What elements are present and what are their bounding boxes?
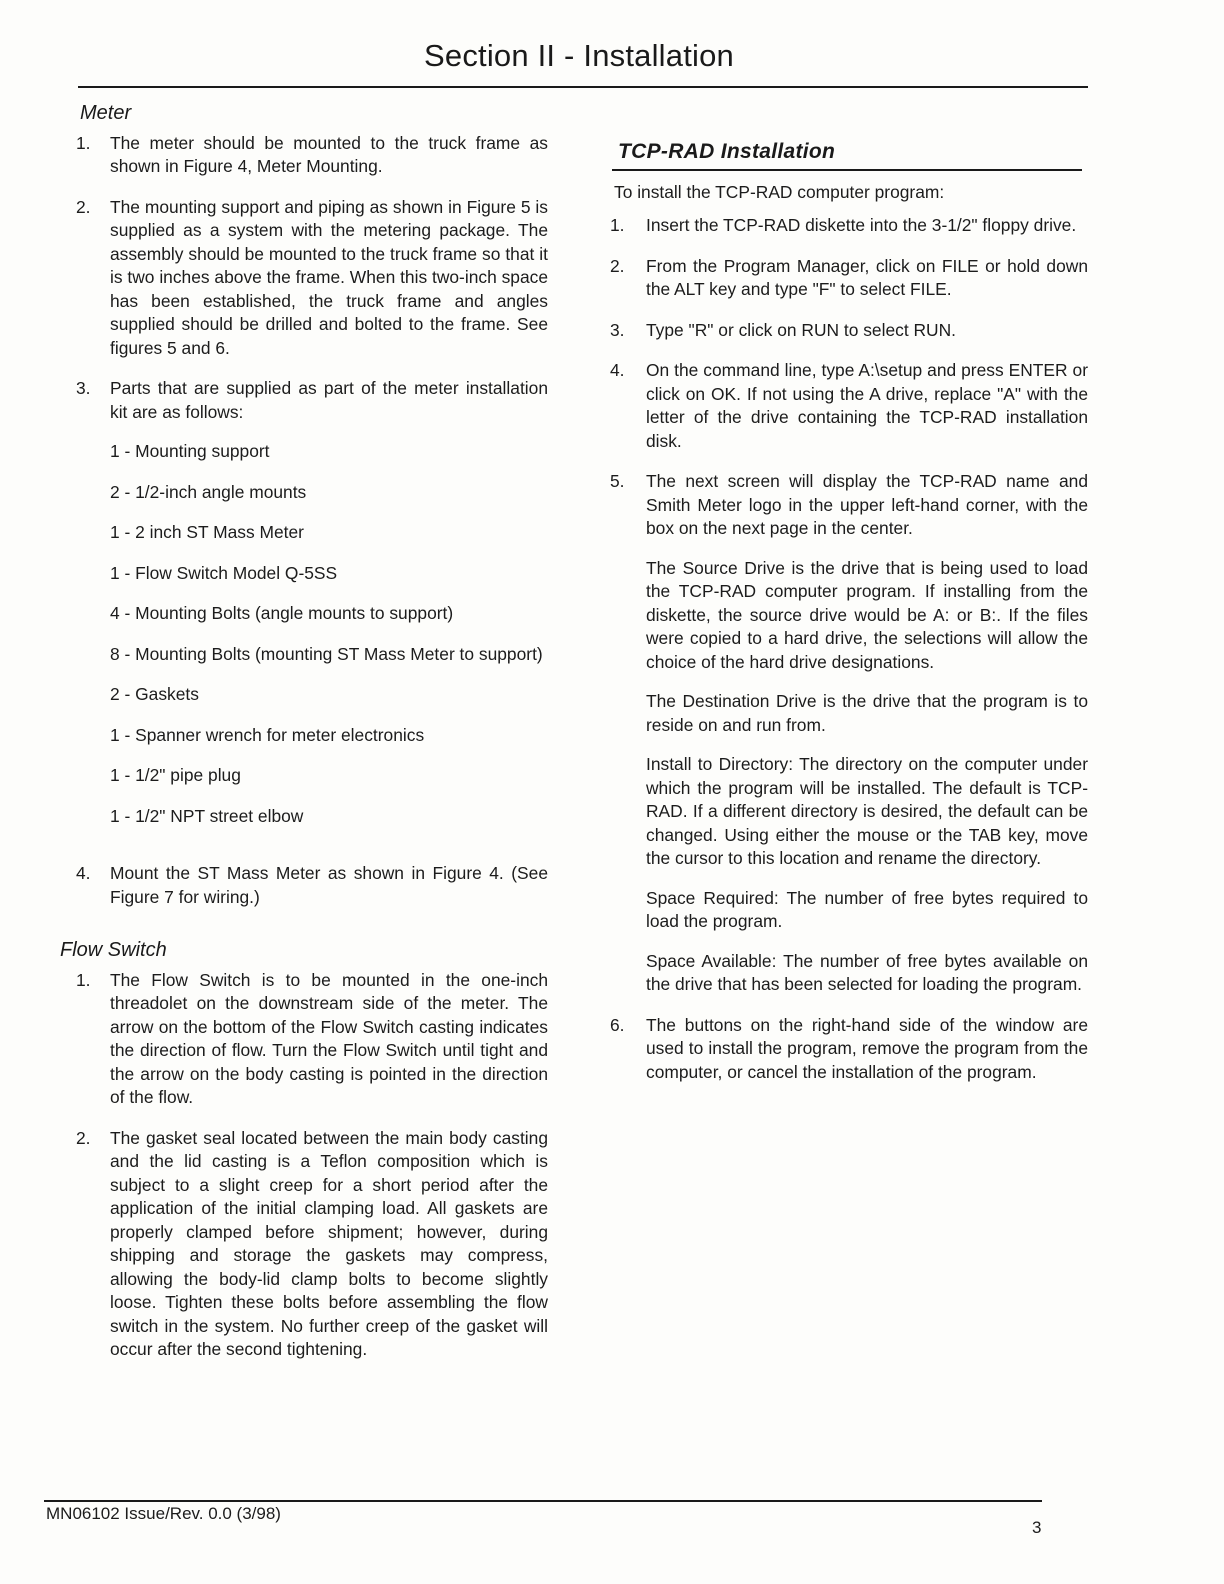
tcp-rad-step [588,1014,1088,1085]
step-number: 6. [610,1014,625,1035]
step-number: 1. [76,132,91,153]
meter-step [58,862,548,909]
meter-heading: Meter [80,102,132,124]
parts-item: 1 - Flow Switch Model Q-5SS [110,562,338,583]
step-number: 2. [76,196,91,217]
step-text: Mount the ST Mass Meter as shown in Figure 4. (See Figure 7 for wiring.) [110,863,548,907]
left-column [58,102,548,1379]
step-number: 1. [610,215,625,235]
step-text: Parts that are supplied as part of the meter installation kit are as follows: [110,378,548,422]
step-text: Type "R" or click on RUN to select RUN. [646,319,956,340]
source-drive-paragraph: The Source Drive is the drive that is being used to load the TCP-RAD computer program. If installing from the diskette, the source drive would be A: or B:. If the files were copied to a hard drive, the selections will allow the choice of the hard drive designations. [646,557,1088,672]
tcp-rad-steps [588,214,1088,1084]
destination-drive-paragraph: The Destination Drive is the drive that the program is to reside on and run from. [646,691,1088,735]
tcp-rad-rule [612,169,1082,171]
space-available-paragraph: Space Available: The number of free bytes available on the drive that has been selected for loading the program. [646,950,1088,994]
tcp-rad-step [588,214,1088,238]
parts-item: 8 - Mounting Bolts (mounting ST Mass Meter to support) [110,643,543,664]
parts-item: 1 - 1/2" NPT street elbow [110,805,304,826]
meter-step [58,377,548,845]
tcp-rad-intro: To install the TCP-RAD computer program: [614,181,945,202]
tcp-rad-step [588,255,1088,302]
step-text: The Flow Switch is to be mounted in the one-inch threadolet on the downstream side of the meter. The arrow on the bottom of the Flow Switch casting indicates the direction of flow. Turn the Flow Switch until tight and the arrow on the body casting is pointed in the direction of the flow. [110,969,548,1107]
flow-switch-step [58,969,548,1110]
parts-item: 4 - Mounting Bolts (angle mounts to support) [110,603,454,623]
step-text: The gasket seal located between the main body casting and the lid casting is a Teflon composition which is subject to a slight creep for a short period after the application of the initial clamping load. All gaskets are properly clamped before shipment; however, during shipping and storage the gaskets may compress, allowing the body-lid clamp bolts to become slightly loose. Tighten these bolts before assembling the flow switch in the system. No further creep of the gasket will occur after the second tightening. [110,1127,548,1359]
install-directory-paragraph: Install to Directory: The directory on the computer under which the program will be installed. The default is TCP-RAD. If a different directory is desired, the default can be changed. Using either the mouse or the TAB key, move the cursor to this location and rename the directory. [646,754,1088,868]
right-column [588,140,1088,1101]
step-body [646,470,1088,997]
step-number: 5. [610,471,625,491]
step-number: 4. [610,360,625,380]
step-text: The next screen will display the TCP-RAD name and Smith Meter logo in the upper left-hand corner, with the box on the next page in the center. [646,471,1088,538]
step-number: 2. [76,1127,91,1148]
step-body [110,377,548,845]
parts-item: 2 - Gaskets [110,684,199,704]
footer-doc-id: MN06102 Issue/Rev. 0.0 (3/98) [46,1504,281,1523]
tcp-rad-heading: TCP-RAD Installation [618,140,836,163]
step-text: The mounting support and piping as shown in Figure 5 is supplied as a system with the metering package. The assembly should be mounted to the truck frame so that it is two inches above the frame. When this two-inch space has been established, the truck frame and angles supplied should be drilled and bolted to the frame. See figures 5 and 6. [110,196,548,358]
footer-rule [44,1500,1042,1502]
parts-item: 1 - 2 inch ST Mass Meter [110,522,304,542]
parts-list [110,440,548,828]
step-number: 3. [610,319,625,340]
step-number: 3. [76,378,91,398]
tcp-rad-step [588,359,1088,453]
step-number: 4. [76,863,91,883]
parts-item: 2 - 1/2-inch angle mounts [110,481,307,502]
step-text: Insert the TCP-RAD diskette into the 3-1/2" floppy drive. [646,215,1077,235]
flow-switch-step [58,1127,548,1362]
page-number: 3 [1032,1518,1042,1537]
space-required-paragraph: Space Required: The number of free bytes required to load the program. [646,887,1088,931]
parts-item: 1 - 1/2" pipe plug [110,765,241,785]
meter-step [58,196,548,361]
flow-switch-steps [58,969,548,1362]
page-title: Section II - Installation [424,38,734,73]
step-number: 2. [610,255,625,276]
parts-item: 1 - Spanner wrench for meter electronics [110,724,425,745]
step-number: 1. [76,969,91,990]
meter-step [58,132,548,179]
parts-item: 1 - Mounting support [110,441,270,461]
tcp-rad-step [588,319,1088,343]
flow-switch-heading: Flow Switch [60,939,167,961]
step-text: The meter should be mounted to the truck frame as shown in Figure 4, Meter Mounting. [110,132,548,176]
step-text: The buttons on the right-hand side of the window are used to install the program, remove the program from the computer, or cancel the installation of the program. [646,1014,1088,1082]
tcp-rad-step [588,470,1088,997]
step-text: On the command line, type A:\setup and press ENTER or click on OK. If not using the A drive, replace "A" with the letter of the drive containing the TCP-RAD installation disk. [646,360,1088,451]
step-text: From the Program Manager, click on FILE or hold down the ALT key and type "F" to select FILE. [646,255,1088,299]
meter-steps [58,132,548,910]
header-rule [78,86,1088,88]
